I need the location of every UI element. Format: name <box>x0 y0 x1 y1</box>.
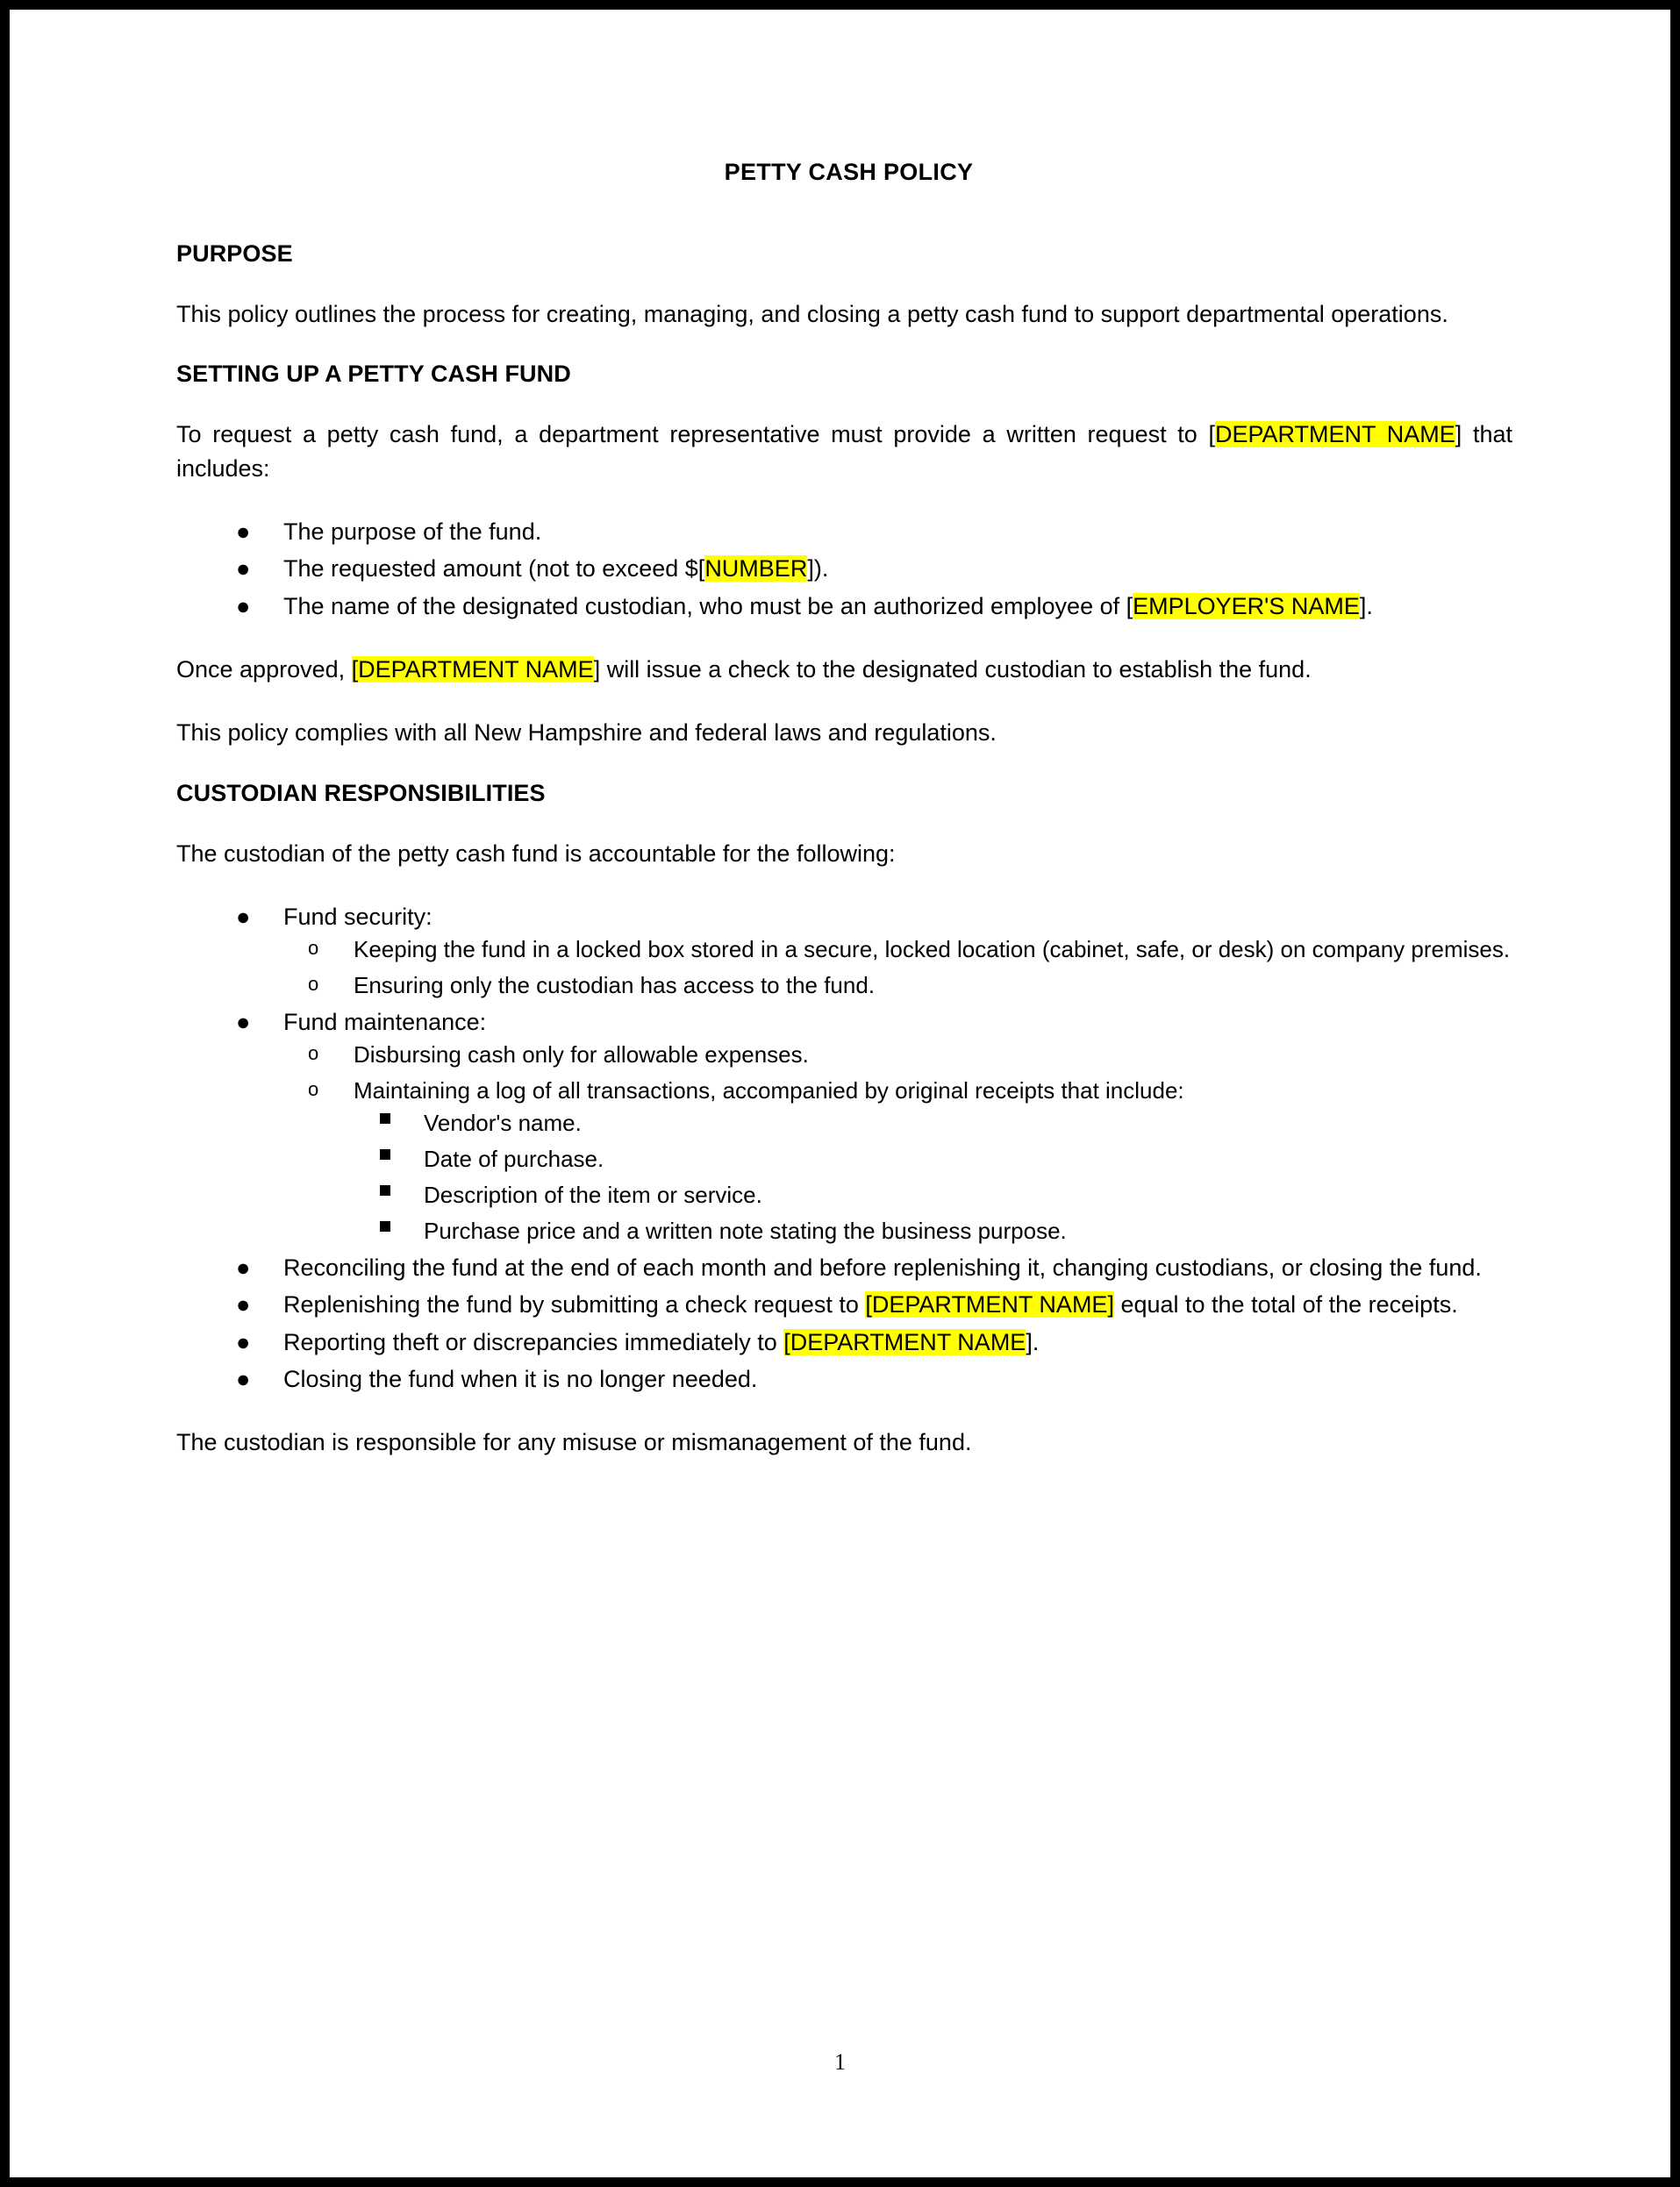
purpose-body: This policy outlines the process for creating, managing, and closing a petty cash fund to support departmental operations. <box>176 301 1448 327</box>
once-approved-text-a: Once approved, <box>176 655 352 683</box>
custodian-footer: The custodian is responsible for any misuse or mismanagement of the fund. <box>176 1429 972 1456</box>
setting-up-intro-text-a: To request a petty cash fund, a department representative must provide a written request to [ <box>176 421 1216 448</box>
placeholder-department-name: [DEPARTMENT NAME <box>783 1328 1026 1355</box>
list-item <box>283 1075 1512 1247</box>
list-item <box>176 552 1512 585</box>
section-heading-custodian: CUSTODIAN RESPONSIBILITIES <box>176 779 546 806</box>
list-item <box>176 1326 1512 1359</box>
list-item <box>354 1107 1512 1140</box>
list-item-text-post: ]. <box>1359 592 1373 619</box>
page-title: PETTY CASH POLICY <box>724 159 974 185</box>
list-item-label: The purpose of the fund. <box>283 518 542 545</box>
bullet-dot-icon: ● <box>236 903 251 930</box>
list-item <box>283 1039 1512 1071</box>
bullet-circle-icon: o <box>308 973 319 996</box>
once-approved-paragraph <box>176 653 1512 686</box>
list-item <box>283 933 1512 966</box>
fund-maintenance-sublist <box>283 1039 1512 1247</box>
once-approved-text-b: ] will issue a check to the designated custodian to establish the fund. <box>593 655 1312 683</box>
list-item-label: Date of purchase. <box>424 1146 604 1173</box>
list-item-text-post: ]. <box>1026 1328 1040 1355</box>
list-item-text-pre: The requested amount (not to exceed $[ <box>283 555 705 582</box>
list-item-label: Fund maintenance: <box>283 1009 487 1036</box>
compliance-paragraph: This policy complies with all New Hampshire and federal laws and regulations. <box>176 719 997 747</box>
placeholder-number: NUMBER <box>704 555 808 582</box>
list-item <box>176 1288 1512 1321</box>
list-item-label: Ensuring only the custodian has access to the fund. <box>354 972 876 999</box>
list-item <box>176 515 1512 548</box>
placeholder-department-name: [DEPARTMENT NAME <box>351 655 594 683</box>
list-item <box>354 1215 1512 1247</box>
list-item-text-pre: Replenishing the fund by submitting a check request to <box>283 1291 866 1319</box>
setting-up-intro <box>176 418 1512 485</box>
bullet-circle-icon: o <box>308 937 319 960</box>
bullet-dot-icon: ● <box>236 592 251 619</box>
list-item <box>176 900 1512 1002</box>
list-item <box>176 1362 1512 1396</box>
list-item-label: Description of the item or service. <box>424 1182 762 1209</box>
list-item-text-pre: The name of the designated custodian, who must be an authorized employee of [ <box>283 592 1133 619</box>
list-item-label: Vendor's name. <box>424 1110 582 1137</box>
setting-up-intro-text-b: ] that includes: <box>176 421 1512 482</box>
list-item <box>176 1005 1512 1247</box>
bullet-dot-icon: ● <box>236 1291 251 1319</box>
list-item-label: Closing the fund when it is no longer needed. <box>283 1365 758 1392</box>
list-item <box>354 1179 1512 1211</box>
section-heading-purpose: PURPOSE <box>176 240 293 267</box>
custodian-bullet-list <box>176 900 1512 1396</box>
list-item-label: Reconciling the fund at the end of each month and before replenishing it, changing custodians, or closing the fund. <box>283 1254 1482 1281</box>
list-item <box>176 590 1512 623</box>
custodian-intro: The custodian of the petty cash fund is accountable for the following: <box>176 840 896 867</box>
bullet-square-icon <box>380 1149 390 1160</box>
section-heading-setting-up: SETTING UP A PETTY CASH FUND <box>176 361 571 388</box>
setting-up-bullet-list <box>176 515 1512 623</box>
list-item-label: Keeping the fund in a locked box stored in a secure, locked location (cabinet, safe, or desk) on company premises. <box>354 936 1511 963</box>
list-item-label: Purchase price and a written note stating the business purpose. <box>424 1217 1067 1244</box>
receipt-requirements-sublist <box>354 1107 1512 1247</box>
list-item-label: Fund security: <box>283 903 433 930</box>
placeholder-department-name: DEPARTMENT NAME <box>1215 421 1455 448</box>
bullet-square-icon <box>380 1221 390 1232</box>
list-item-text-post: equal to the total of the receipts. <box>1113 1291 1458 1319</box>
bullet-circle-icon: o <box>308 1078 319 1101</box>
list-item-label: Maintaining a log of all transactions, accompanied by original receipts that include: <box>354 1077 1184 1104</box>
bullet-dot-icon: ● <box>236 1254 251 1281</box>
bullet-dot-icon: ● <box>236 555 251 582</box>
page-number: 1 <box>834 2049 846 2075</box>
placeholder-department-name: [DEPARTMENT NAME] <box>865 1291 1114 1319</box>
bullet-dot-icon: ● <box>236 518 251 545</box>
placeholder-employers-name: EMPLOYER'S NAME <box>1133 592 1360 619</box>
bullet-dot-icon: ● <box>236 1009 251 1036</box>
list-item-text-pre: Reporting theft or discrepancies immediately to <box>283 1328 784 1355</box>
page-content <box>10 10 1670 2177</box>
bullet-dot-icon: ● <box>236 1328 251 1355</box>
bullet-square-icon <box>380 1113 390 1124</box>
list-item <box>176 1251 1512 1284</box>
fund-security-sublist <box>283 933 1512 1002</box>
list-item <box>354 1143 1512 1176</box>
bullet-square-icon <box>380 1185 390 1196</box>
bullet-dot-icon: ● <box>236 1365 251 1392</box>
list-item-label: Disbursing cash only for allowable expenses. <box>354 1041 809 1068</box>
list-item <box>283 969 1512 1002</box>
bullet-circle-icon: o <box>308 1042 319 1065</box>
list-item-text-post: ]). <box>807 555 829 582</box>
